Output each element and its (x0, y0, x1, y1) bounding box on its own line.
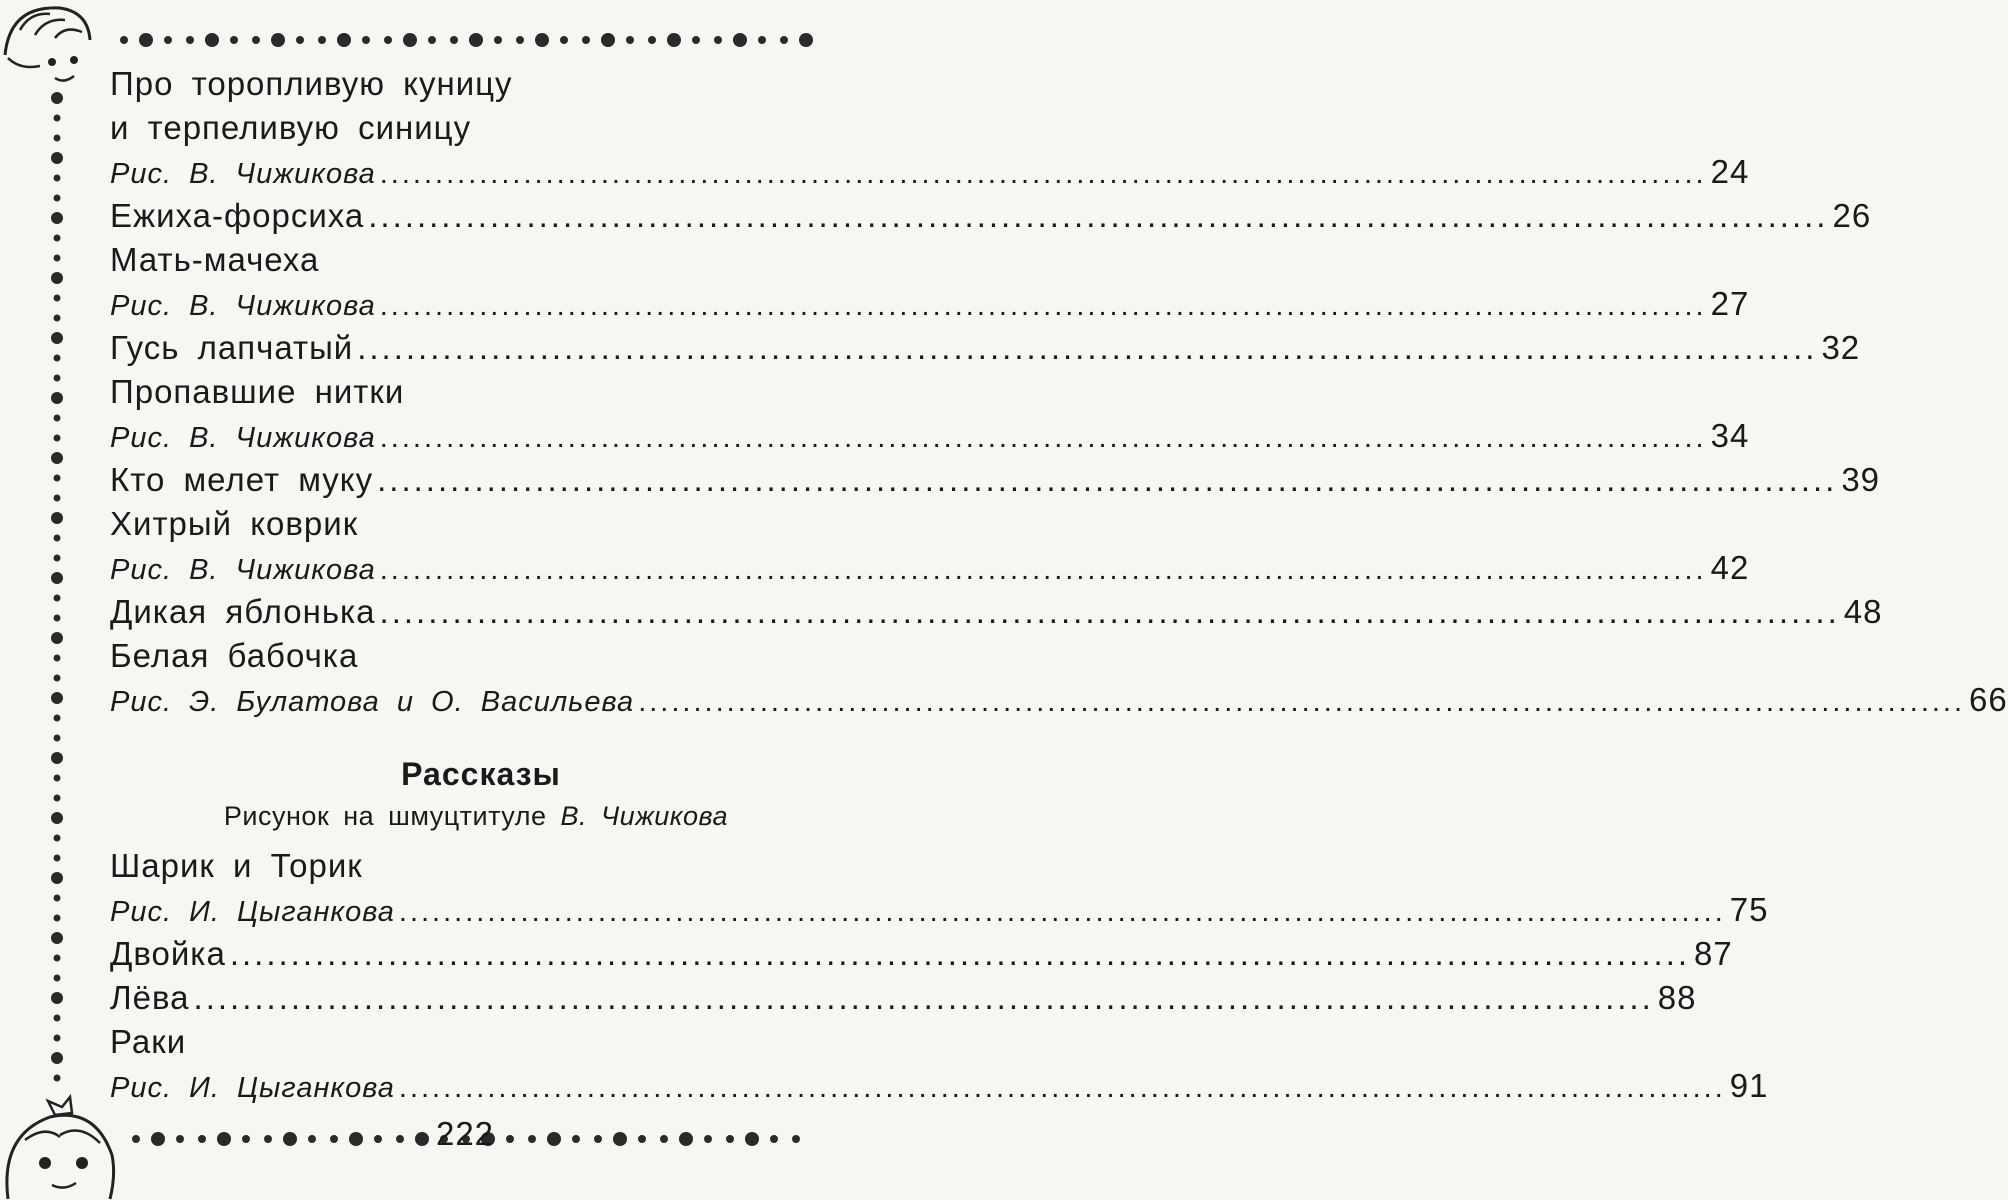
toc-entry-label: и терпеливую синицу (110, 109, 472, 146)
toc-illustrator-entry (110, 888, 1769, 932)
toc-title-entry (110, 1020, 822, 1064)
toc-illustrator-entry (110, 678, 2008, 722)
toc-entry-label: Шарик и Торик (110, 847, 363, 884)
toc-page-number: 91 (1729, 1067, 1769, 1104)
toc-entry-label: Про торопливую куницу (110, 65, 513, 102)
toc-list-stories (110, 844, 1769, 1108)
toc-entry-label: Рис. В. Чижикова (110, 290, 376, 322)
toc-title-entry (110, 502, 822, 546)
dot-leader: ........................................................................................................................ (638, 686, 1966, 718)
toc-title-entry (110, 844, 822, 888)
toc-entry-label: Лёва (110, 979, 190, 1016)
toc-page-number: 39 (1841, 461, 1881, 498)
dot-leader: ........................................................................................................................ (379, 158, 1707, 190)
dot-leader: ........................................................................................................................ (379, 422, 1707, 454)
toc-page-number: 32 (1821, 329, 1861, 366)
toc-page-number: 75 (1729, 891, 1769, 928)
section-note (110, 796, 822, 836)
dot-leader: ........................................................................................................................ (379, 554, 1707, 586)
toc-entry-label: Белая бабочка (110, 637, 359, 674)
toc-entry-label: Рис. Э. Булатова и О. Васильева (110, 686, 635, 718)
toc-page-number: 26 (1832, 197, 1872, 234)
dot-leader: ........................................................................................................................ (229, 935, 1691, 972)
toc-title-entry (110, 370, 822, 414)
toc-title-entry (110, 194, 1872, 238)
dot-leader: ........................................................................................................................ (368, 197, 1829, 234)
toc-illustrator-entry (110, 414, 1750, 458)
toc-illustrator-entry (110, 546, 1750, 590)
toc-title-entry (110, 238, 822, 282)
toc-page-number: 27 (1710, 285, 1750, 322)
toc-title-entry (110, 106, 822, 150)
girl-face-bottom-icon (0, 1095, 120, 1200)
dotted-border-top (118, 30, 828, 50)
table-of-contents (110, 62, 2008, 1108)
toc-entry-label: Двойка (110, 935, 226, 972)
toc-illustrator-entry (110, 150, 1750, 194)
toc-entry-label: Рис. В. Чижикова (110, 158, 376, 190)
toc-entry-label: Пропавшие нитки (110, 373, 405, 410)
toc-entry-label: Рис. В. Чижикова (110, 422, 376, 454)
toc-title-entry (110, 976, 1697, 1020)
toc-illustrator-entry (110, 1064, 1769, 1108)
toc-entry-label: Гусь лапчатый (110, 329, 354, 366)
section-note-author: В. Чижикова (560, 801, 729, 831)
toc-title-entry (110, 932, 1733, 976)
toc-title-entry (110, 62, 822, 106)
dot-leader: ........................................................................................................................ (398, 896, 1726, 928)
page-number: 222 (435, 1115, 495, 1152)
toc-entry-label: Рис. И. Цыганкова (110, 896, 395, 928)
dotted-border-left (44, 92, 70, 1102)
toc-title-entry (110, 634, 822, 678)
toc-title-entry (110, 458, 1881, 502)
section-note-prefix: Рисунок на шмуцтитуле (223, 801, 547, 831)
toc-page-number: 66 (1969, 681, 2008, 718)
dot-leader: ........................................................................................................................ (379, 593, 1840, 630)
toc-entry-label: Рис. И. Цыганкова (110, 1072, 395, 1104)
toc-entry-label: Раки (110, 1023, 187, 1060)
girl-face-top-icon (0, 0, 95, 85)
toc-title-entry (110, 326, 1861, 370)
toc-entry-label: Рис. В. Чижикова (110, 554, 376, 586)
dot-leader: ........................................................................................................................ (379, 290, 1707, 322)
dot-leader: ........................................................................................................................ (377, 461, 1838, 498)
toc-illustrator-entry (110, 282, 1750, 326)
dot-leader: ........................................................................................................................ (398, 1072, 1726, 1104)
toc-page-number: 34 (1710, 417, 1750, 454)
toc-entry-label: Хитрый коврик (110, 505, 359, 542)
toc-list-fairytales (110, 62, 2008, 722)
toc-title-entry (110, 590, 1883, 634)
section-title: Рассказы (401, 756, 561, 792)
toc-page-number: 42 (1710, 549, 1750, 586)
toc-entry-label: Дикая яблонька (110, 593, 376, 630)
toc-entry-label: Кто мелет муку (110, 461, 374, 498)
toc-entry-label: Мать-мачеха (110, 241, 320, 278)
toc-page-number: 24 (1710, 153, 1750, 190)
dot-leader: ........................................................................................................................ (357, 329, 1818, 366)
toc-entry-label: Ежиха-форсиха (110, 197, 365, 234)
toc-page-number: 48 (1843, 593, 1883, 630)
toc-page-number: 88 (1657, 979, 1697, 1016)
dot-leader: ........................................................................................................................ (193, 979, 1654, 1016)
toc-page-number: 87 (1694, 935, 1733, 972)
